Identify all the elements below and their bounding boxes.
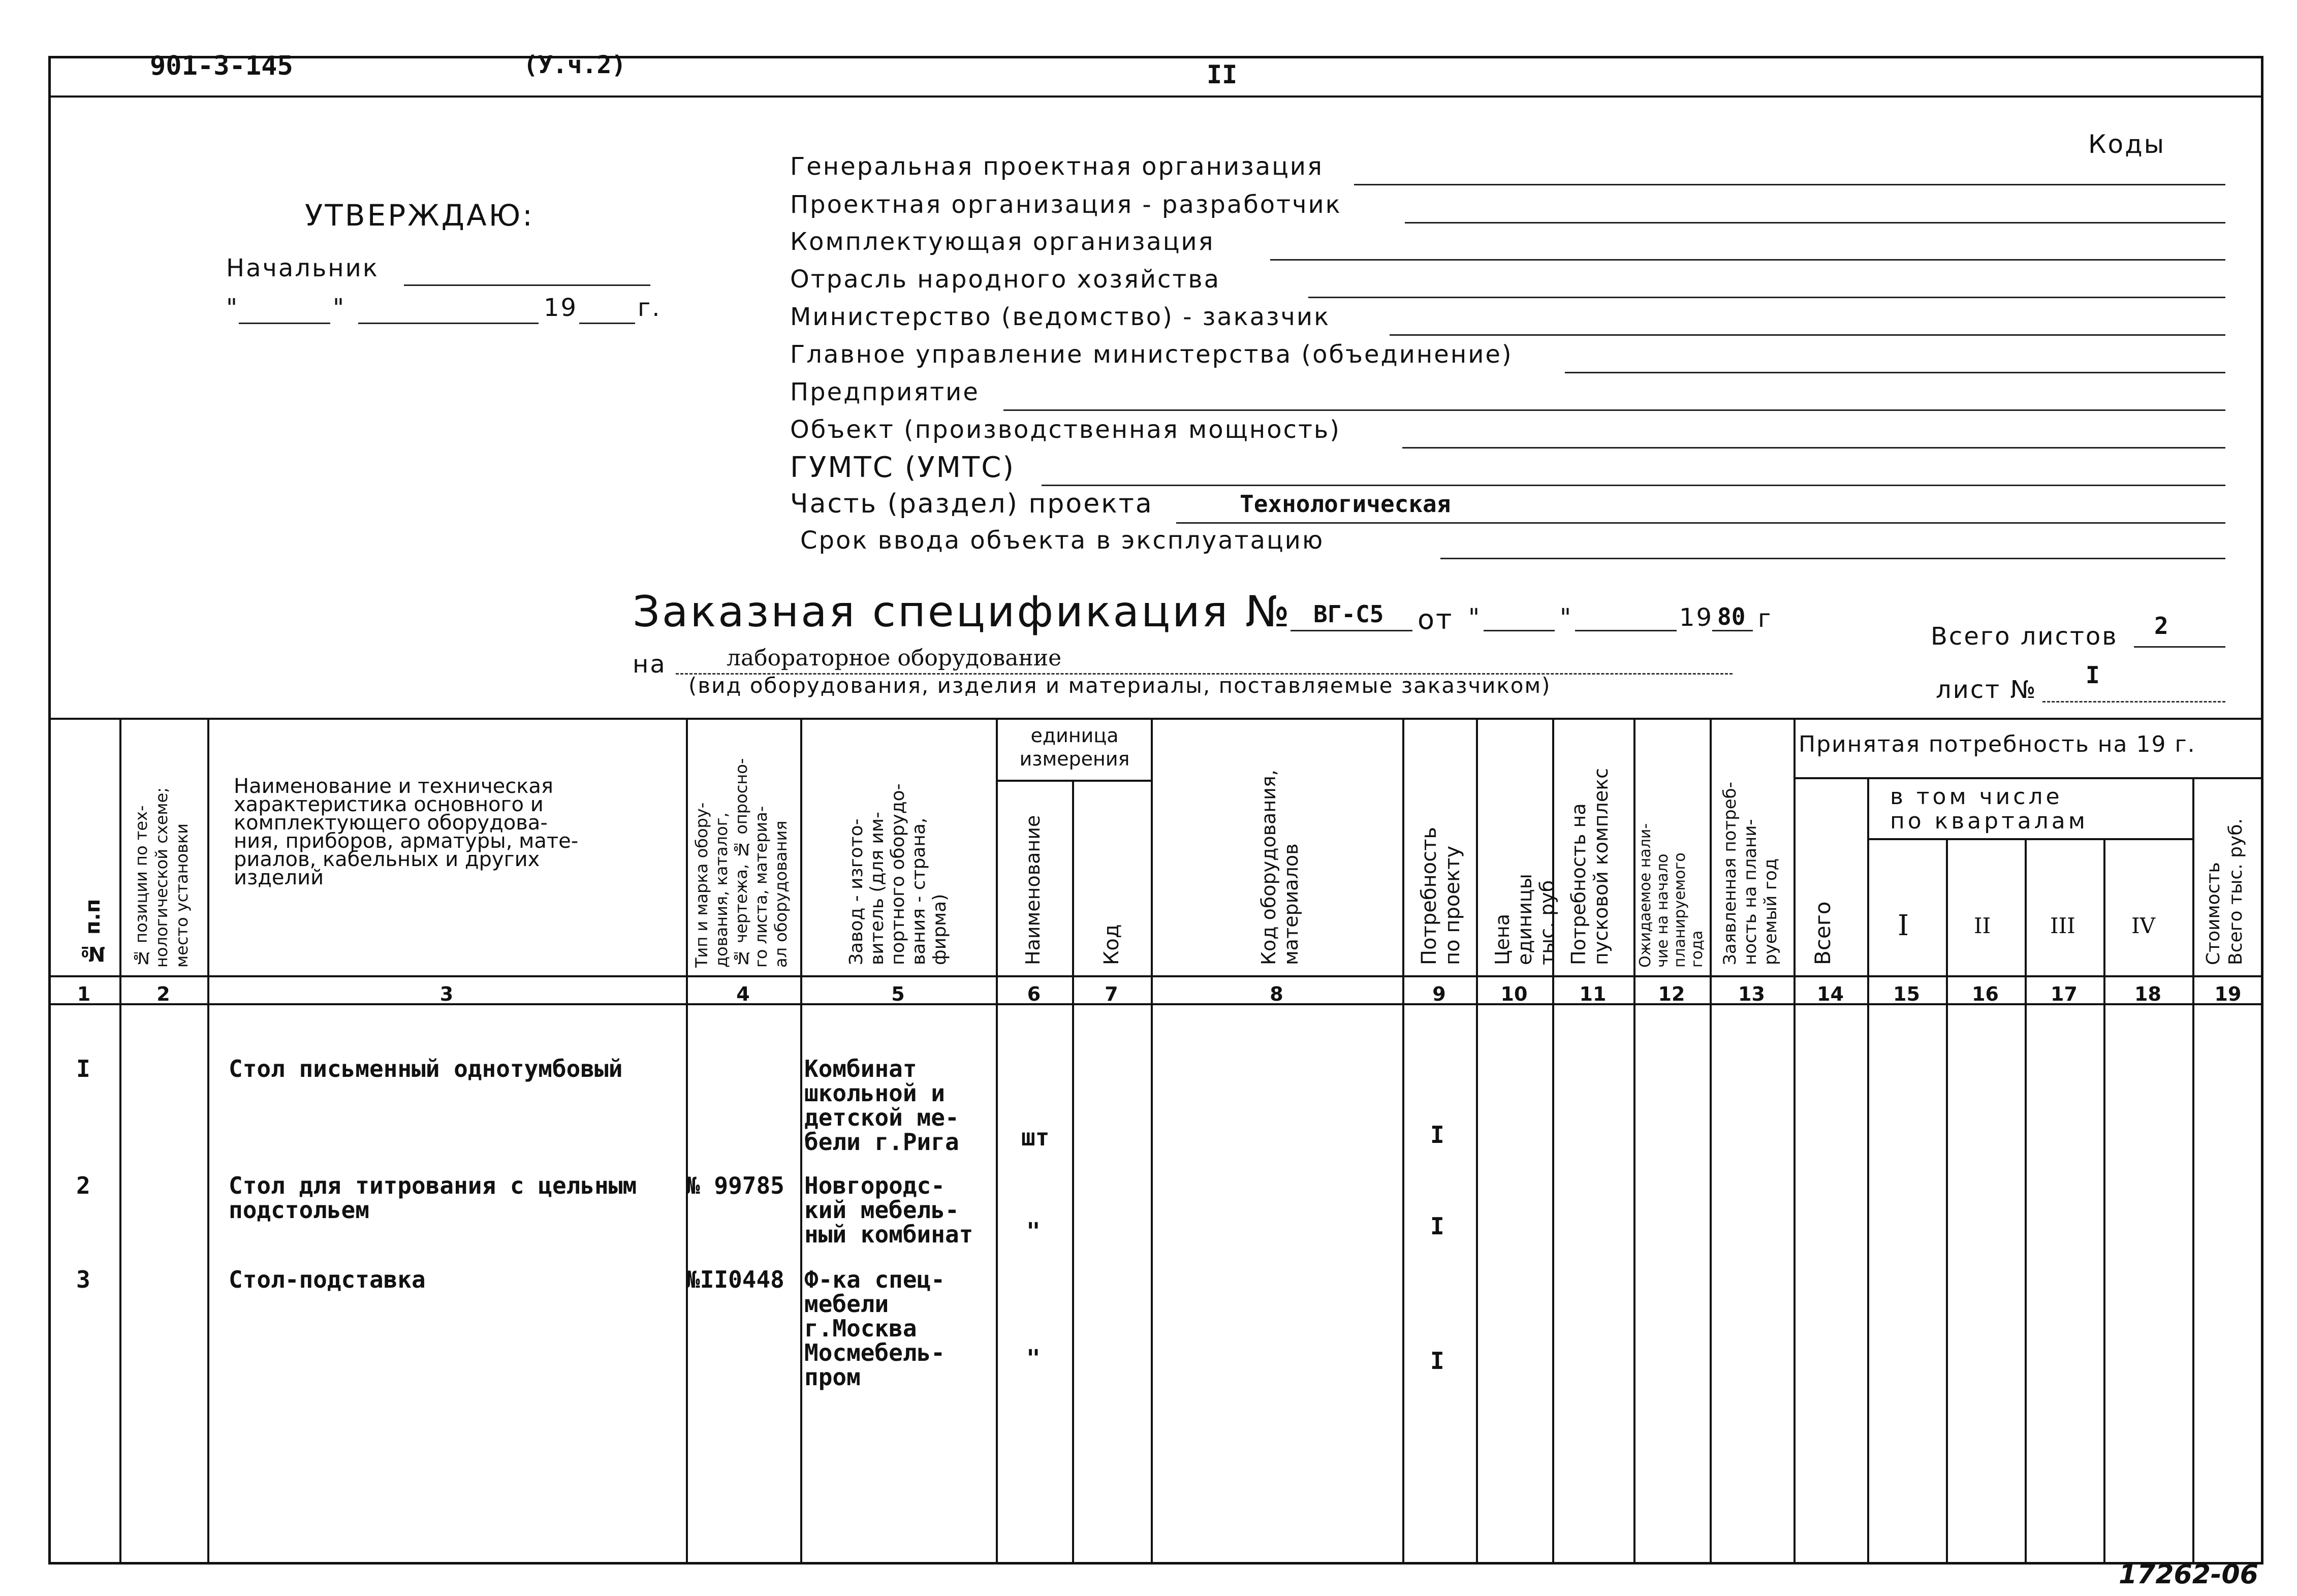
org-line-developer: [1405, 222, 2225, 224]
date-day-line: [239, 323, 330, 324]
col-line-9: [1476, 718, 1478, 1565]
page-number: II: [1207, 60, 1238, 89]
approve-heading: УТВЕРЖДАЮ:: [305, 198, 534, 233]
org-field-project-part: Часть (раздел) проекта: [790, 489, 1153, 519]
spec-quote-close: ": [1560, 603, 1573, 632]
header-total: Всего: [1810, 901, 1835, 965]
org-line-enterprise: [1003, 409, 2225, 411]
row1-number: I: [76, 1055, 90, 1082]
row1-maker: Комбинат школьной и детской ме- бели г.Рига: [804, 1055, 959, 1156]
spec-on-label: на: [633, 650, 667, 679]
org-line-completing: [1270, 259, 2225, 261]
header-maker: Завод - изгото- витель (для им- портного оборудо- вания - страна, фирма): [846, 783, 950, 965]
col-line-3: [686, 718, 688, 1565]
row2-name: Стол для титрования с цельным подстольем: [229, 1172, 637, 1224]
header-position: № позиции по тех- нологической схеме; место установки: [132, 787, 192, 968]
row2-maker: Новгородс- кий мебель- ный комбинат: [804, 1172, 973, 1248]
org-line-industry: [1308, 297, 2225, 298]
colnum-12: 12: [1658, 983, 1685, 1005]
row3-maker: Ф-ка спец- мебели г.Москва Мосмебель- пром: [804, 1266, 945, 1391]
col-line-11: [1633, 718, 1635, 1565]
colnum-8: 8: [1270, 983, 1283, 1005]
colnum-19: 19: [2214, 983, 2242, 1005]
total-sheets-line: [2134, 646, 2225, 648]
org-field-enterprise: Предприятие: [790, 378, 980, 406]
org-line-object: [1402, 447, 2225, 449]
header-quarter-2: II: [1974, 913, 1991, 938]
header-equipment-code: Код оборудования, материалов: [1257, 770, 1302, 965]
row3-type: №II0448: [686, 1266, 784, 1293]
row2-qty: I: [1430, 1212, 1444, 1240]
colnum-18: 18: [2134, 983, 2161, 1005]
chief-line: [404, 284, 650, 286]
col-line-17: [2103, 838, 2105, 1565]
header-need-project: Потребность по проекту: [1418, 826, 1464, 965]
col-line-18: [2192, 777, 2194, 1565]
org-field-commissioning: Срок ввода объекта в эксплуатацию: [800, 526, 1325, 555]
date-year-line: [579, 323, 635, 324]
col-line-14: [1867, 777, 1869, 1565]
org-field-main-directorate: Главное управление министерства (объединение): [790, 340, 1513, 369]
row3-name: Стол-подставка: [229, 1266, 426, 1293]
header-declared-need: Заявленная потреб- ность на плани- руемый год: [1720, 782, 1781, 965]
col-line-4: [800, 718, 802, 1565]
org-field-object: Объект (производственная мощность): [790, 416, 1341, 444]
header-unit-group: единица измерения: [1019, 724, 1130, 770]
colnum-9: 9: [1432, 983, 1446, 1005]
colnum-7: 7: [1105, 983, 1118, 1005]
org-line-project-part: [1176, 522, 2225, 524]
date-quote-open: ": [226, 294, 239, 322]
archive-stamp: 17262-06: [2119, 1559, 2258, 1590]
header-expected-stock: Ожидаемое нали- чие на начало планируемого года: [1637, 823, 1706, 968]
header-quarters-group: в том числе по кварталам: [1890, 784, 2088, 834]
org-field-general: Генеральная проектная организация: [790, 152, 1324, 181]
header-unit-price: Цена единицы тыс. руб: [1491, 874, 1558, 965]
spec-number-line: [1291, 630, 1412, 631]
project-part-value: Технологическая: [1240, 490, 1451, 518]
org-line-general: [1354, 184, 2225, 185]
header-quarter-4: IV: [2131, 913, 2155, 938]
table-header-bottom: [48, 975, 2263, 977]
col-line-12: [1710, 718, 1712, 1565]
spec-year: 80: [1717, 603, 1746, 630]
header-row-number: № п.п: [81, 899, 105, 965]
spec-day-line: [1484, 630, 1555, 631]
row3-unit: ": [1026, 1345, 1041, 1372]
spec-subject: лабораторное оборудование: [727, 645, 1062, 671]
date-year-suffix: г.: [638, 294, 662, 322]
col-line-16: [2025, 838, 2027, 1565]
date-quote-close: ": [333, 294, 346, 322]
top-strip-divider: [48, 95, 2263, 98]
row3-qty: I: [1430, 1347, 1444, 1375]
colnum-5: 5: [891, 983, 905, 1005]
row1-qty: I: [1430, 1121, 1444, 1148]
row1-name: Стол письменный однотумбовый: [229, 1055, 623, 1082]
col-line-5: [996, 718, 998, 1565]
org-line-main-directorate: [1565, 372, 2225, 373]
spec-quote-open: ": [1468, 603, 1482, 632]
header-quarter-1: I: [1898, 909, 1909, 942]
spec-year-prefix: 19: [1679, 603, 1714, 632]
org-field-industry: Отрасль народного хозяйства: [790, 265, 1221, 294]
doc-part: (У.ч.2): [523, 51, 626, 79]
colnum-14: 14: [1817, 983, 1844, 1005]
colnum-17: 17: [2051, 983, 2078, 1005]
row3-number: 3: [76, 1266, 90, 1293]
row2-type: № 99785: [686, 1172, 784, 1199]
org-line-gumts: [1042, 485, 2225, 486]
colnum-3: 3: [439, 983, 454, 1005]
total-sheets-label: Всего листов: [1931, 622, 2118, 651]
date-month-line: [358, 323, 539, 324]
spec-from: от: [1418, 603, 1454, 635]
doc-number: 901-3-145: [150, 51, 293, 81]
spec-number: ВГ-С5: [1313, 600, 1384, 628]
sheet-label: лист №: [1936, 676, 2037, 704]
colnum-15: 15: [1893, 983, 1920, 1005]
header-quarter-3: III: [2050, 913, 2075, 938]
org-field-ministry: Министерство (ведомство) - заказчик: [790, 303, 1331, 331]
table-top-border: [48, 718, 2263, 720]
header-unit-code: Код: [1100, 924, 1123, 965]
col-line-2: [207, 718, 209, 1565]
row2-number: 2: [76, 1172, 90, 1199]
colnum-11: 11: [1579, 983, 1607, 1005]
col-line-15: [1946, 838, 1948, 1565]
codes-label: Коды: [2088, 130, 2166, 159]
spec-month-line: [1575, 630, 1677, 631]
col-line-13: [1793, 718, 1796, 1565]
spec-year-line: [1712, 630, 1753, 631]
header-accepted-group: Принятая потребность на 19 г.: [1799, 731, 2196, 757]
row1-unit: шт: [1021, 1124, 1050, 1151]
col-line-7: [1151, 718, 1153, 1565]
colnum-13: 13: [1738, 983, 1765, 1005]
spec-title: Заказная спецификация №: [633, 587, 1292, 636]
sheet-line: [2042, 701, 2225, 703]
colnum-2: 2: [156, 983, 170, 1005]
total-sheets-value: 2: [2154, 612, 2168, 640]
colnum-10: 10: [1500, 983, 1528, 1005]
colnum-16: 16: [1972, 983, 1999, 1005]
row2-unit: ": [1026, 1218, 1041, 1245]
col-line-6: [1072, 780, 1074, 1565]
spec-year-suffix: г: [1758, 604, 1773, 633]
org-field-completing: Комплектующая организация: [790, 228, 1215, 256]
colnum-1: 1: [77, 983, 91, 1005]
col-line-8: [1402, 718, 1404, 1565]
header-cost-total: Стоимость Всего тыс. руб.: [2203, 818, 2246, 965]
colnum-4: 4: [736, 983, 750, 1005]
date-year: 19: [544, 294, 578, 322]
sheet-value: I: [2086, 661, 2100, 689]
header-type: Тип и марка обору- дования, каталог, № чертежа, № опросно- го листа, материа- ал оборудования: [692, 758, 791, 968]
quarters-group-divider: [1867, 838, 2192, 840]
col-line-1: [119, 718, 121, 1565]
header-unit-name: Наименование: [1022, 815, 1044, 965]
org-line-ministry: [1390, 334, 2225, 336]
org-field-gumts: ГУМТС (УМТС): [790, 451, 1016, 484]
org-line-commissioning: [1440, 558, 2225, 559]
org-field-developer: Проектная организация - разработчик: [790, 190, 1342, 219]
chief-label: Начальник: [226, 254, 379, 282]
spec-subject-caption: (вид оборудования, изделия и материалы, поставляемые заказчиком): [688, 673, 1551, 698]
header-launch-complex: Потребность на пусковой комплекс: [1567, 768, 1612, 965]
colnum-6: 6: [1027, 983, 1041, 1005]
header-name: Наименование и техническая характеристика основного и комплектующего оборудова- ния, приборов, арматуры, мате- риалов, кабельных и других изделий: [234, 775, 579, 889]
